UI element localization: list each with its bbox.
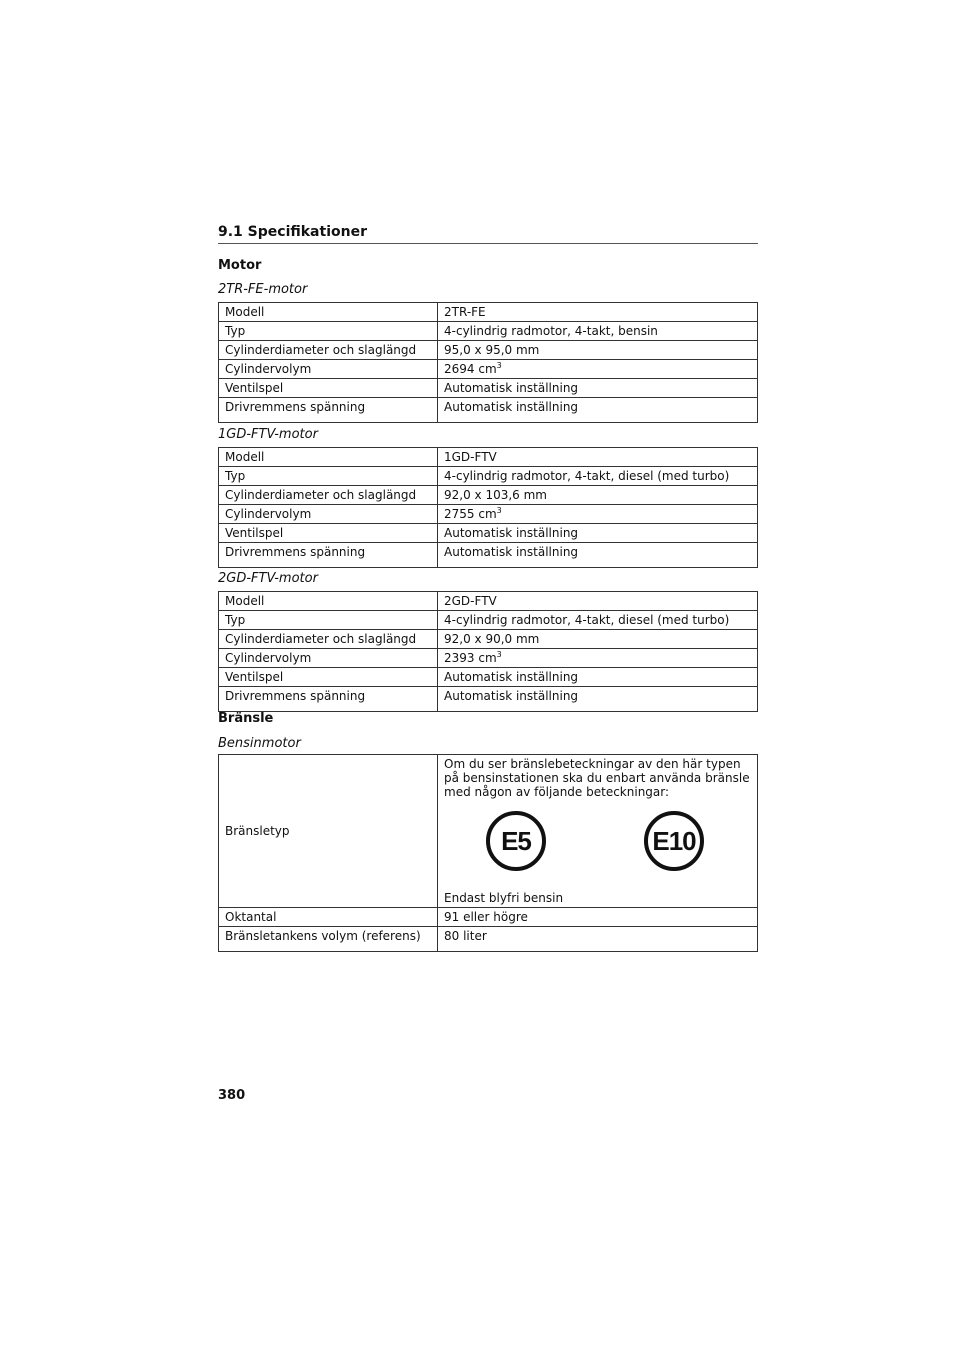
motor-heading: Motor — [218, 258, 262, 273]
table-row — [219, 303, 758, 322]
spec-label: Ventilspel — [219, 668, 438, 687]
spec-value — [438, 505, 758, 524]
table-row — [219, 360, 758, 379]
spec-value: Automatisk inställning — [438, 398, 758, 423]
engine-2-title: 1GD-FTV-motor — [218, 427, 318, 442]
table-row — [219, 611, 758, 630]
spec-label: Cylindervolym — [219, 360, 438, 379]
spec-label: Cylinderdiameter och slaglängd — [219, 486, 438, 505]
fuel-table — [218, 754, 758, 952]
table-row — [219, 467, 758, 486]
table-row — [219, 524, 758, 543]
engine-1-title: 2TR-FE-motor — [218, 282, 308, 297]
table-row — [219, 341, 758, 360]
table-row — [219, 486, 758, 505]
spec-value: Automatisk inställning — [438, 524, 758, 543]
table-row — [219, 448, 758, 467]
spec-label: Cylinderdiameter och slaglängd — [219, 341, 438, 360]
engine-3-title: 2GD-FTV-motor — [218, 571, 318, 586]
spec-label: Ventilspel — [219, 379, 438, 398]
spec-value: 4-cylindrig radmotor, 4-takt, diesel (med turbo) — [438, 467, 758, 486]
table-row — [219, 687, 758, 712]
spec-label: Bränsletankens volym (referens) — [219, 927, 438, 952]
table-row — [219, 927, 758, 952]
spec-label: Typ — [219, 467, 438, 486]
table-row — [219, 379, 758, 398]
volume-superscript: 3 — [496, 361, 502, 370]
spec-value: 92,0 x 90,0 mm — [438, 630, 758, 649]
spec-label: Modell — [219, 303, 438, 322]
fuel-type-text: Om du ser bränslebeteckningar av den här typen på bensinstationen ska du enbart använda bränsle med någon av följande beteckningar: — [444, 757, 750, 799]
table-row — [219, 630, 758, 649]
fuel-subheading: Bensinmotor — [218, 736, 301, 751]
table-row — [219, 649, 758, 668]
page-number: 380 — [218, 1088, 246, 1103]
spec-value: 2GD-FTV — [438, 592, 758, 611]
spec-label: Cylindervolym — [219, 649, 438, 668]
volume-value: 2694 cm — [444, 362, 497, 376]
spec-label: Typ — [219, 322, 438, 341]
spec-label: Bränsletyp — [219, 755, 438, 908]
spec-label: Cylinderdiameter och slaglängd — [219, 630, 438, 649]
e5-fuel-label-icon: E5 — [486, 811, 546, 871]
spec-value: 4-cylindrig radmotor, 4-takt, bensin — [438, 322, 758, 341]
spec-value: 4-cylindrig radmotor, 4-takt, diesel (med turbo) — [438, 611, 758, 630]
spec-value: 92,0 x 103,6 mm — [438, 486, 758, 505]
table-row — [219, 908, 758, 927]
engine-1-table — [218, 302, 758, 423]
spec-value: 80 liter — [438, 927, 758, 952]
spec-label: Oktantal — [219, 908, 438, 927]
table-row — [219, 505, 758, 524]
spec-label: Cylindervolym — [219, 505, 438, 524]
spec-label: Modell — [219, 592, 438, 611]
spec-value: 95,0 x 95,0 mm — [438, 341, 758, 360]
table-row — [219, 322, 758, 341]
spec-label: Modell — [219, 448, 438, 467]
fuel-type-cell — [438, 755, 758, 908]
spec-value: 91 eller högre — [438, 908, 758, 927]
spec-label: Drivremmens spänning — [219, 687, 438, 712]
fuel-type-note: Endast blyfri bensin — [444, 891, 564, 905]
section-title: 9.1 Specifikationer — [218, 224, 758, 244]
spec-value — [438, 360, 758, 379]
spec-value: 2TR-FE — [438, 303, 758, 322]
volume-superscript: 3 — [496, 506, 502, 515]
spec-value — [438, 649, 758, 668]
table-row — [219, 543, 758, 568]
table-row — [219, 668, 758, 687]
fuel-badges — [444, 811, 751, 881]
spec-label: Ventilspel — [219, 524, 438, 543]
e10-fuel-label-icon: E10 — [644, 811, 704, 871]
spec-value: Automatisk inställning — [438, 379, 758, 398]
engine-3-table — [218, 591, 758, 712]
table-row — [219, 398, 758, 423]
spec-label: Drivremmens spänning — [219, 398, 438, 423]
spec-value: Automatisk inställning — [438, 543, 758, 568]
fuel-heading: Bränsle — [218, 711, 274, 726]
spec-value: Automatisk inställning — [438, 668, 758, 687]
spec-label: Typ — [219, 611, 438, 630]
table-row — [219, 755, 758, 908]
spec-label: Drivremmens spänning — [219, 543, 438, 568]
volume-superscript: 3 — [496, 650, 502, 659]
engine-2-table — [218, 447, 758, 568]
spec-value: Automatisk inställning — [438, 687, 758, 712]
table-row — [219, 592, 758, 611]
volume-value: 2393 cm — [444, 651, 497, 665]
spec-value: 1GD-FTV — [438, 448, 758, 467]
volume-value: 2755 cm — [444, 507, 497, 521]
